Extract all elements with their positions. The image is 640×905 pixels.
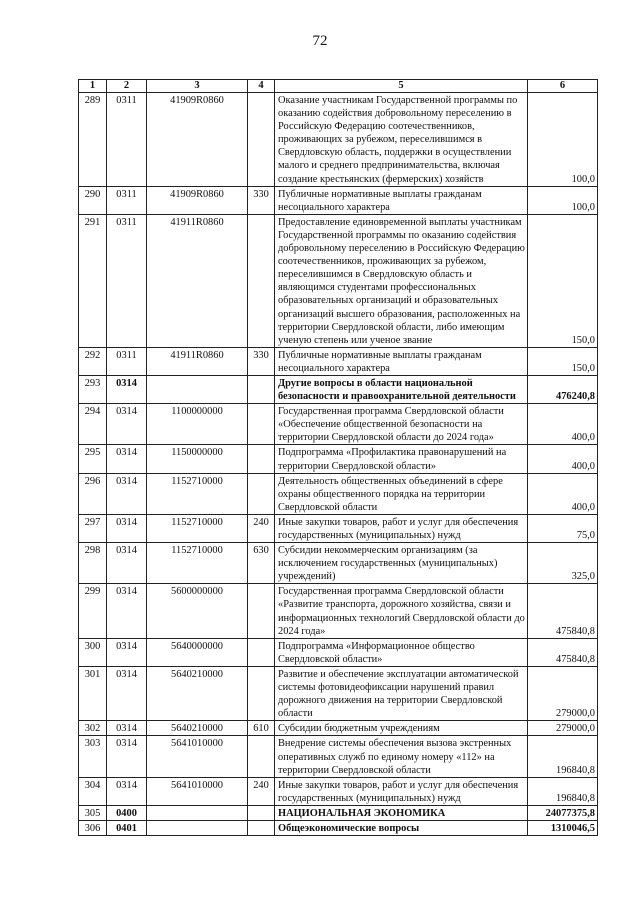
- expense-type-code: [248, 805, 275, 820]
- item-name: Предоставление единовременной выплаты участникам Государственной программы по оказанию содействия добровольному переселению в Российскую Федерацию соотечественников, проживающих за рубежом, переселившимся в Свердловскую область и являющимся студентами профессиональных образовательных организаций и образовательных организаций высшего образования, расположенных на территории Свердловской области, либо имеющим ученую степень или ученое звание: [275, 214, 528, 347]
- amount: 475840,8: [528, 584, 598, 638]
- item-name: Развитие и обеспечение эксплуатации автоматической системы фотовидеофиксации нарушений правил дорожного движения на территории Свердловской области: [275, 666, 528, 720]
- expense-type-code: 240: [248, 514, 275, 542]
- row-number: 306: [79, 820, 107, 835]
- item-name: Государственная программа Свердловской области «Развитие транспорта, дорожного хозяйства, связи и информационных технологий Свердловской области до 2024 года»: [275, 584, 528, 638]
- table-row: [79, 186, 598, 214]
- target-article-code: 5640210000: [147, 721, 248, 736]
- expense-type-code: 610: [248, 721, 275, 736]
- table-row: [79, 347, 598, 375]
- row-number: 292: [79, 347, 107, 375]
- table-row: [79, 375, 598, 403]
- section-code: 0311: [107, 186, 147, 214]
- item-name: Государственная программа Свердловской области «Обеспечение общественной безопасности на территории Свердловской области до 2024 года»: [275, 404, 528, 445]
- expense-type-code: [248, 473, 275, 514]
- table-row: [79, 584, 598, 638]
- expense-type-code: 330: [248, 347, 275, 375]
- expense-type-code: [248, 666, 275, 720]
- expense-type-code: 240: [248, 777, 275, 805]
- section-code: 0314: [107, 445, 147, 473]
- item-name: НАЦИОНАЛЬНАЯ ЭКОНОМИКА: [275, 805, 528, 820]
- section-code: 0311: [107, 93, 147, 187]
- expense-type-code: [248, 584, 275, 638]
- table-row: [79, 666, 598, 720]
- row-number: 297: [79, 514, 107, 542]
- row-number: 293: [79, 375, 107, 403]
- target-article-code: 5641010000: [147, 736, 248, 777]
- row-number: 298: [79, 543, 107, 584]
- row-number: 302: [79, 721, 107, 736]
- row-number: 295: [79, 445, 107, 473]
- section-code: 0314: [107, 375, 147, 403]
- table-row: [79, 514, 598, 542]
- section-code: 0314: [107, 543, 147, 584]
- row-number: 290: [79, 186, 107, 214]
- column-header: 5: [275, 80, 528, 93]
- item-name: Публичные нормативные выплаты гражданам несоциального характера: [275, 186, 528, 214]
- expense-type-code: [248, 375, 275, 403]
- target-article-code: 5600000000: [147, 584, 248, 638]
- budget-table: [78, 79, 598, 836]
- row-number: 294: [79, 404, 107, 445]
- amount: 279000,0: [528, 666, 598, 720]
- target-article-code: 1152710000: [147, 543, 248, 584]
- target-article-code: [147, 820, 248, 835]
- target-article-code: 41911R0860: [147, 347, 248, 375]
- item-name: Подпрограмма «Информационное общество Свердловской области»: [275, 638, 528, 666]
- amount: 75,0: [528, 514, 598, 542]
- target-article-code: 5640000000: [147, 638, 248, 666]
- row-number: 304: [79, 777, 107, 805]
- section-code: 0314: [107, 736, 147, 777]
- table-body: [79, 93, 598, 836]
- item-name: Субсидии бюджетным учреждениям: [275, 721, 528, 736]
- table-row: [79, 777, 598, 805]
- item-name: Общеэкономические вопросы: [275, 820, 528, 835]
- header-row: [79, 80, 598, 93]
- item-name: Публичные нормативные выплаты гражданам несоциального характера: [275, 347, 528, 375]
- target-article-code: 41909R0860: [147, 93, 248, 187]
- column-header: 4: [248, 80, 275, 93]
- section-code: 0314: [107, 404, 147, 445]
- section-code: 0401: [107, 820, 147, 835]
- section-code: 0314: [107, 638, 147, 666]
- row-number: 300: [79, 638, 107, 666]
- section-code: 0314: [107, 514, 147, 542]
- table-row: [79, 820, 598, 835]
- amount: 400,0: [528, 445, 598, 473]
- column-header: 3: [147, 80, 248, 93]
- section-code: 0314: [107, 666, 147, 720]
- amount: 400,0: [528, 404, 598, 445]
- target-article-code: 1150000000: [147, 445, 248, 473]
- row-number: 303: [79, 736, 107, 777]
- amount: 400,0: [528, 473, 598, 514]
- target-article-code: 1152710000: [147, 514, 248, 542]
- item-name: Иные закупки товаров, работ и услуг для обеспечения государственных (муниципальных) нужд: [275, 514, 528, 542]
- table-row: [79, 404, 598, 445]
- column-header: 1: [79, 80, 107, 93]
- amount: 196840,8: [528, 736, 598, 777]
- amount: 150,0: [528, 347, 598, 375]
- amount: 1310046,5: [528, 820, 598, 835]
- expense-type-code: [248, 404, 275, 445]
- target-article-code: 41909R0860: [147, 186, 248, 214]
- expense-type-code: [248, 445, 275, 473]
- item-name: Внедрение системы обеспечения вызова экстренных оперативных служб по единому номеру «112» на территории Свердловской области: [275, 736, 528, 777]
- section-code: 0311: [107, 347, 147, 375]
- row-number: 301: [79, 666, 107, 720]
- table-row: [79, 805, 598, 820]
- amount: 475840,8: [528, 638, 598, 666]
- target-article-code: 41911R0860: [147, 214, 248, 347]
- target-article-code: 5640210000: [147, 666, 248, 720]
- expense-type-code: [248, 214, 275, 347]
- table-row: [79, 473, 598, 514]
- item-name: Другие вопросы в области национальной безопасности и правоохранительной деятельности: [275, 375, 528, 403]
- section-code: 0400: [107, 805, 147, 820]
- section-code: 0311: [107, 214, 147, 347]
- item-name: Оказание участникам Государственной программы по оказанию содействия добровольному переселению в Российскую Федерацию соотечественников, проживающих за рубежом, переселившимся в Свердловскую область, поддержки в осуществлении малого и среднего предпринимательства, включая создание крестьянских (фермерских) хозяйств: [275, 93, 528, 187]
- target-article-code: [147, 375, 248, 403]
- amount: 100,0: [528, 186, 598, 214]
- expense-type-code: [248, 820, 275, 835]
- amount: 279000,0: [528, 721, 598, 736]
- item-name: Деятельность общественных объединений в сфере охраны общественного порядка на территории Свердловской области: [275, 473, 528, 514]
- expense-type-code: [248, 736, 275, 777]
- table-row: [79, 736, 598, 777]
- item-name: Субсидии некоммерческим организациям (за исключением государственных (муниципальных) учреждений): [275, 543, 528, 584]
- amount: 325,0: [528, 543, 598, 584]
- target-article-code: 5641010000: [147, 777, 248, 805]
- table-row: [79, 214, 598, 347]
- target-article-code: [147, 805, 248, 820]
- amount: 196840,8: [528, 777, 598, 805]
- table-row: [79, 638, 598, 666]
- amount: 150,0: [528, 214, 598, 347]
- item-name: Иные закупки товаров, работ и услуг для обеспечения государственных (муниципальных) нужд: [275, 777, 528, 805]
- target-article-code: 1152710000: [147, 473, 248, 514]
- row-number: 305: [79, 805, 107, 820]
- amount: 24077375,8: [528, 805, 598, 820]
- column-header: 6: [528, 80, 598, 93]
- target-article-code: 1100000000: [147, 404, 248, 445]
- table-row: [79, 543, 598, 584]
- expense-type-code: 630: [248, 543, 275, 584]
- section-code: 0314: [107, 721, 147, 736]
- amount: 476240,8: [528, 375, 598, 403]
- row-number: 296: [79, 473, 107, 514]
- expense-type-code: 330: [248, 186, 275, 214]
- item-name: Подпрограмма «Профилактика правонарушений на территории Свердловской области»: [275, 445, 528, 473]
- column-header: 2: [107, 80, 147, 93]
- expense-type-code: [248, 638, 275, 666]
- expense-type-code: [248, 93, 275, 187]
- row-number: 289: [79, 93, 107, 187]
- row-number: 291: [79, 214, 107, 347]
- row-number: 299: [79, 584, 107, 638]
- table-row: [79, 93, 598, 187]
- section-code: 0314: [107, 584, 147, 638]
- section-code: 0314: [107, 473, 147, 514]
- section-code: 0314: [107, 777, 147, 805]
- amount: 100,0: [528, 93, 598, 187]
- table-row: [79, 721, 598, 736]
- table-row: [79, 445, 598, 473]
- page-number: 72: [312, 33, 328, 49]
